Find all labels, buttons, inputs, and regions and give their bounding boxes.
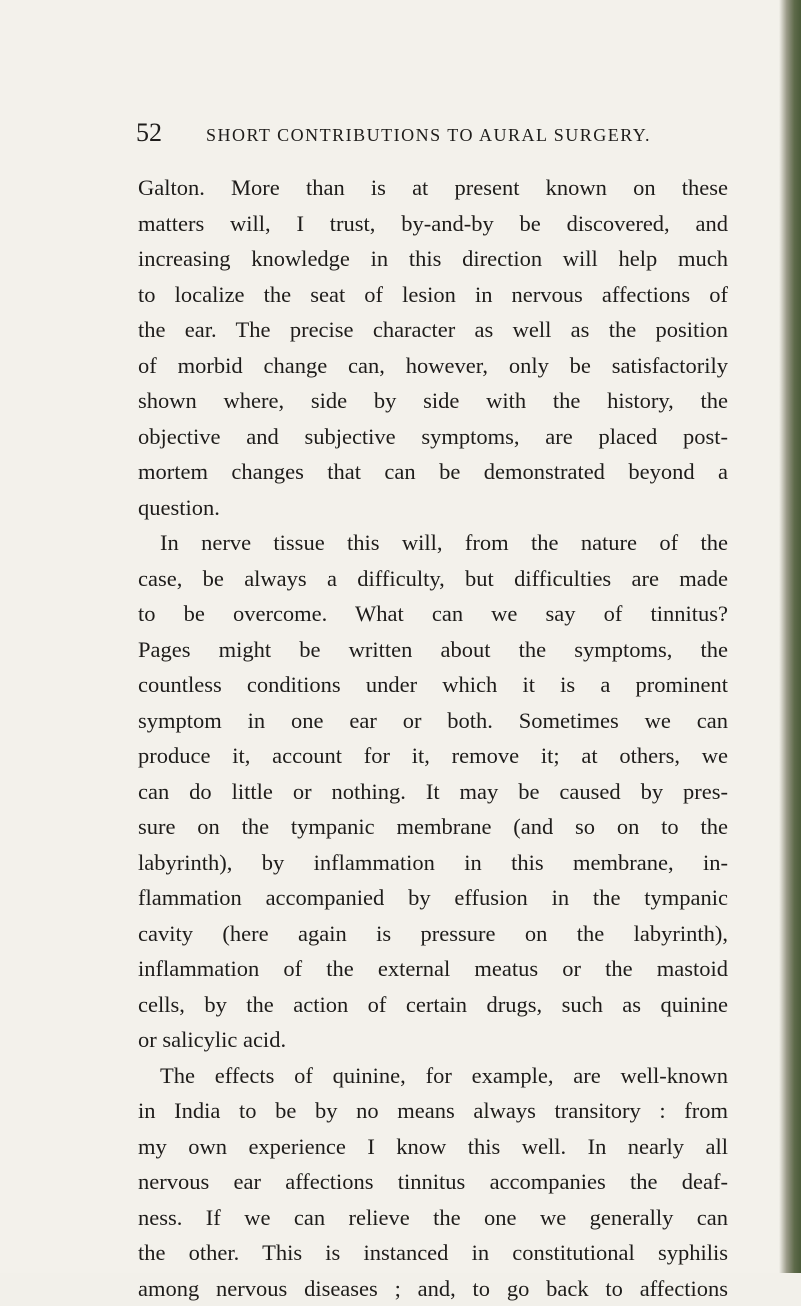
text-line: The effects of quinine, for example, are well-known <box>138 1058 728 1094</box>
text-line: in India to be by no means always transitory : from <box>138 1093 728 1129</box>
text-line: labyrinth), by inflammation in this membrane, in- <box>138 845 728 881</box>
text-line: shown where, side by side with the history, the <box>138 383 728 419</box>
text-line: to localize the seat of lesion in nervous affections of <box>138 277 728 313</box>
text-line: produce it, account for it, remove it; at others, we <box>138 738 728 774</box>
text-line: Pages might be written about the symptoms, the <box>138 632 728 668</box>
text-line: or salicylic acid. <box>138 1022 728 1058</box>
text-line: case, be always a difficulty, but difficulties are made <box>138 561 728 597</box>
text-line: can do little or nothing. It may be caused by pres- <box>138 774 728 810</box>
running-head: SHORT CONTRIBUTIONS TO AURAL SURGERY. <box>206 122 651 148</box>
text-line: countless conditions under which it is a prominent <box>138 667 728 703</box>
text-line: question. <box>138 490 728 526</box>
text-line: the ear. The precise character as well as the position <box>138 312 728 348</box>
text-line: to be overcome. What can we say of tinnitus? <box>138 596 728 632</box>
body-text <box>138 170 728 1306</box>
text-line: nervous ear affections tinnitus accompanies the deaf- <box>138 1164 728 1200</box>
text-line: of morbid change can, however, only be satisfactorily <box>138 348 728 384</box>
text-line: flammation accompanied by effusion in the tympanic <box>138 880 728 916</box>
page-number: 52 <box>136 118 162 148</box>
text-line: objective and subjective symptoms, are placed post- <box>138 419 728 455</box>
text-line: increasing knowledge in this direction will help much <box>138 241 728 277</box>
text-line: inflammation of the external meatus or the mastoid <box>138 951 728 987</box>
text-line: matters will, I trust, by-and-by be discovered, and <box>138 206 728 242</box>
text-line: my own experience I know this well. In nearly all <box>138 1129 728 1165</box>
text-line: ness. If we can relieve the one we generally can <box>138 1200 728 1236</box>
text-line: among nervous diseases ; and, to go back to affections <box>138 1271 728 1306</box>
text-line: symptom in one ear or both. Sometimes we can <box>138 703 728 739</box>
text-line: In nerve tissue this will, from the nature of the <box>138 525 728 561</box>
text-line: cells, by the action of certain drugs, such as quinine <box>138 987 728 1023</box>
text-line: mortem changes that can be demonstrated beyond a <box>138 454 728 490</box>
text-line: the other. This is instanced in constitutional syphilis <box>138 1235 728 1271</box>
text-line: sure on the tympanic membrane (and so on to the <box>138 809 728 845</box>
page-header <box>136 118 696 148</box>
text-line: Galton. More than is at present known on these <box>138 170 728 206</box>
page-edge-shadow <box>779 0 801 1273</box>
text-line: cavity (here again is pressure on the labyrinth), <box>138 916 728 952</box>
